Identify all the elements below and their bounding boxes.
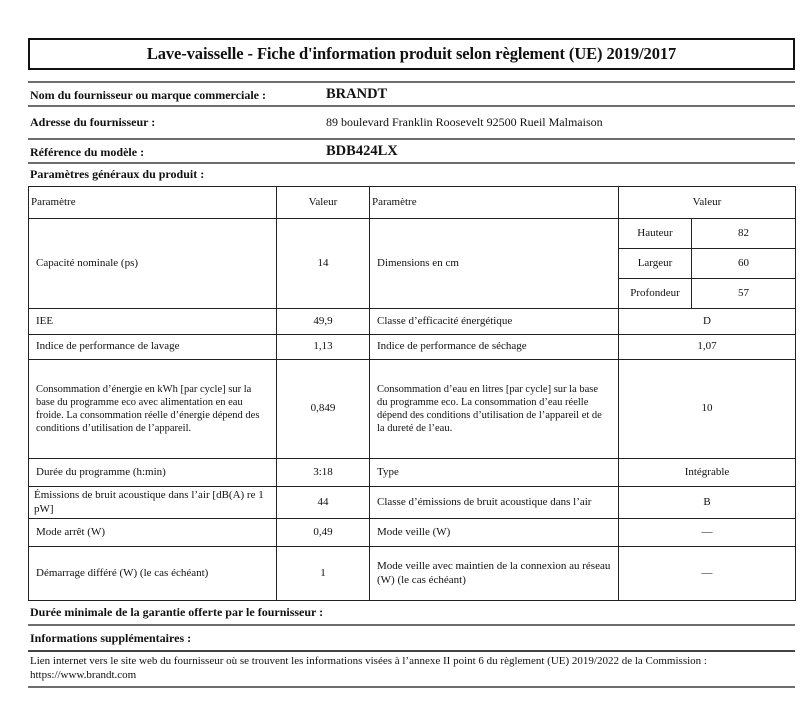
dimension-label: Largeur <box>619 249 692 279</box>
dimensions-table <box>619 219 795 308</box>
row-value-right: 1,07 <box>619 335 796 360</box>
table-row <box>29 309 796 335</box>
divider <box>28 650 795 652</box>
row-param-left: Mode arrêt (W) <box>29 519 277 547</box>
dimension-label: Profondeur <box>619 279 692 309</box>
row-param-left: Démarrage différé (W) (le cas échéant) <box>29 547 277 601</box>
product-parameters-table <box>28 186 796 601</box>
divider <box>28 105 795 107</box>
row-param-right: Consommation d’eau en litres [par cycle] sur la base du programme eco. La consommation d’eau réelle dépend des conditions d’utilisation de l’appareil et de la dureté de l’eau. <box>370 360 619 459</box>
row-param-right: Indice de performance de séchage <box>370 335 619 360</box>
dimension-label: Hauteur <box>619 219 692 249</box>
divider <box>28 162 795 164</box>
additional-info-label: Informations supplémentaires : <box>30 631 192 645</box>
row-param-right: Mode veille avec maintien de la connexion au réseau (W) (le cas échéant) <box>370 547 619 601</box>
divider <box>28 686 795 688</box>
row-param-right: Classe d’émissions de bruit acoustique dans l’air <box>370 487 619 519</box>
table-row <box>29 547 796 601</box>
divider <box>28 624 795 626</box>
supplier-website-link[interactable]: https://www.brandt.com <box>30 669 137 681</box>
dimension-value: 82 <box>692 219 796 249</box>
row-param-right: Classe d’efficacité énergétique <box>370 309 619 335</box>
row-value-right: — <box>619 519 796 547</box>
row-value-left: 1,13 <box>277 335 370 360</box>
table-row <box>29 219 796 309</box>
row-param-left: Indice de performance de lavage <box>29 335 277 360</box>
supplier-name-value: BRANDT <box>326 86 388 102</box>
document-title: Lave-vaisselle - Fiche d'information produit selon règlement (UE) 2019/2017 <box>28 38 795 70</box>
row-value-left: 14 <box>277 219 370 309</box>
header-value-right: Valeur <box>619 187 796 219</box>
header-param-left: Paramètre <box>29 187 277 219</box>
row-param-left: Durée du programme (h:min) <box>29 459 277 487</box>
divider <box>28 138 795 140</box>
row-value-right: 10 <box>619 360 796 459</box>
dimension-row <box>619 249 795 279</box>
supplier-name-label: Nom du fournisseur ou marque commerciale : <box>30 88 266 102</box>
row-param-right: Dimensions en cm <box>370 219 619 309</box>
supplier-address-value: 89 boulevard Franklin Roosevelt 92500 Rueil Malmaison <box>326 115 603 129</box>
row-value-right: Intégrable <box>619 459 796 487</box>
row-value-right: B <box>619 487 796 519</box>
row-param-right: Type <box>370 459 619 487</box>
row-value-left: 44 <box>277 487 370 519</box>
table-row <box>29 459 796 487</box>
row-param-right: Mode veille (W) <box>370 519 619 547</box>
model-reference-value: BDB424LX <box>326 143 398 159</box>
divider <box>28 81 795 83</box>
row-param-left: Émissions de bruit acoustique dans l’air [dB(A) re 1 pW] <box>29 487 277 519</box>
row-param-left: Consommation d’énergie en kWh [par cycle] sur la base du programme eco avec alimentation en eau froide. La consommation réelle d’énergie dépend des conditions d’utilisation de l’appareil. <box>29 360 277 459</box>
general-params-label: Paramètres généraux du produit : <box>30 167 205 181</box>
warranty-label: Durée minimale de la garantie offerte par le fournisseur : <box>30 605 324 619</box>
dimension-value: 60 <box>692 249 796 279</box>
row-value-right: — <box>619 547 796 601</box>
dimensions-cell <box>619 219 796 309</box>
dimension-row <box>619 279 795 309</box>
row-value-left: 3:18 <box>277 459 370 487</box>
table-row <box>29 360 796 459</box>
table-header-row <box>29 187 796 219</box>
table-row <box>29 487 796 519</box>
header-param-right: Paramètre <box>370 187 619 219</box>
table-row <box>29 335 796 360</box>
row-value-left: 1 <box>277 547 370 601</box>
row-value-left: 0,49 <box>277 519 370 547</box>
table-row <box>29 519 796 547</box>
dimension-row <box>619 219 795 249</box>
supplier-address-label: Adresse du fournisseur : <box>30 115 156 129</box>
row-value-right: D <box>619 309 796 335</box>
row-param-left: IEE <box>29 309 277 335</box>
additional-info-text: Lien internet vers le site web du fournisseur où se trouvent les informations visées à l’annexe II point 6 du règlement (UE) 2019/2022 de la Commission : <box>30 655 707 667</box>
row-value-left: 0,849 <box>277 360 370 459</box>
model-reference-label: Référence du modèle : <box>30 145 145 159</box>
dimension-value: 57 <box>738 286 749 299</box>
header-value-left: Valeur <box>277 187 370 219</box>
row-param-left: Capacité nominale (ps) <box>29 219 277 309</box>
row-value-left: 49,9 <box>277 309 370 335</box>
